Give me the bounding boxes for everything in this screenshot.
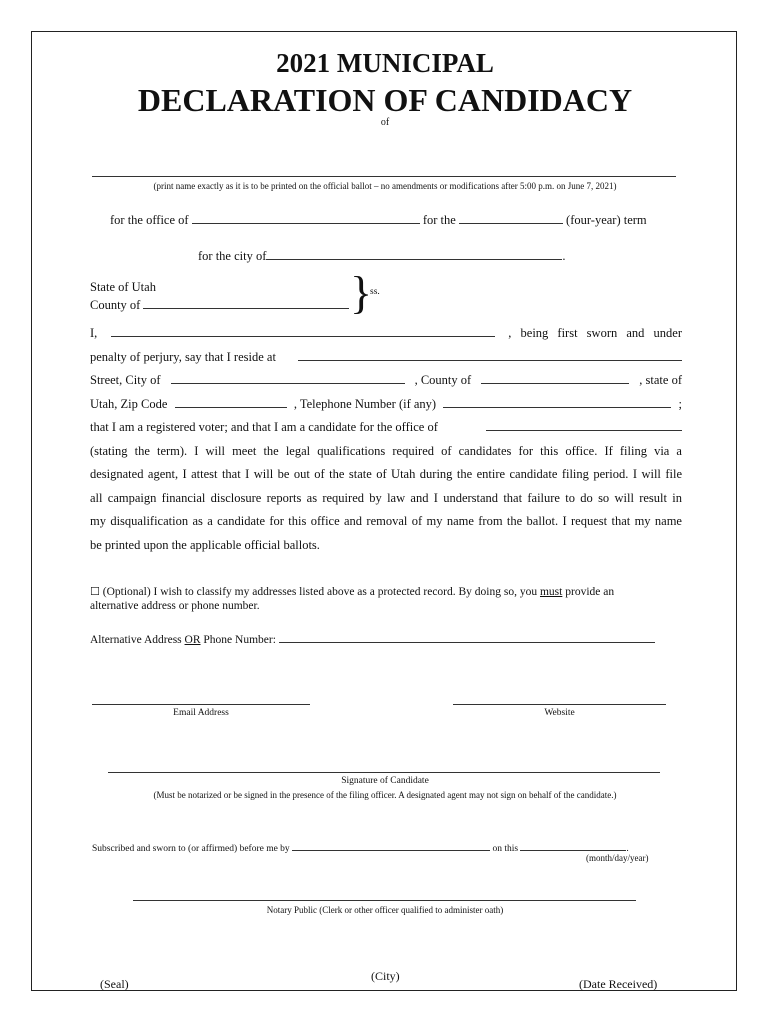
city-footer-label: (City): [371, 969, 400, 983]
for-the-label: for the: [422, 213, 456, 227]
county-field[interactable]: [143, 296, 349, 309]
city-line: [198, 247, 566, 264]
oath-registered: that I am a registered voter; and that I am a candidate for the office of: [90, 420, 438, 434]
city-label: for the city of: [198, 249, 267, 263]
residence-address-field[interactable]: [298, 348, 682, 361]
office-line: [110, 211, 647, 228]
oath-paragraph: [90, 322, 682, 557]
county-label: County of: [90, 298, 141, 312]
oath-line-3: [90, 369, 682, 393]
email-field[interactable]: [92, 704, 310, 705]
optional-line-1: [90, 585, 614, 598]
residence-county-field[interactable]: [481, 371, 629, 384]
county-line: [90, 296, 349, 313]
website-label: Website: [544, 708, 575, 718]
seal-label: (Seal): [100, 977, 129, 991]
oath-line-7: designated agent, I attest that I will be out of the state of Utah during the entire candidate filing period. I will file: [90, 467, 682, 481]
ss-label: ss.: [370, 287, 380, 297]
date-received-label: (Date Received): [579, 977, 658, 991]
sworn-on-this: on this: [492, 844, 519, 854]
oath-line-8: all campaign financial disclosure reports as required by law and I understand that failure to do so will result in: [90, 490, 682, 505]
venue-brace: }: [350, 267, 373, 318]
alt-label-a: Alternative Address: [90, 634, 185, 646]
sworn-date-field[interactable]: [520, 840, 626, 851]
of-label: of: [380, 117, 390, 128]
oath-line-5: [90, 416, 682, 440]
term-field[interactable]: [459, 211, 563, 224]
alt-or: OR: [184, 634, 201, 646]
alt-label-b: Phone Number:: [200, 634, 276, 646]
alternative-contact-line: [90, 630, 655, 646]
candidate-signature-field[interactable]: [108, 772, 660, 773]
telephone-field[interactable]: [443, 395, 671, 408]
form-title-year: 2021 MUNICIPAL: [276, 48, 494, 78]
oath-state-of: , state of: [639, 373, 682, 387]
declarant-name-field[interactable]: [111, 324, 495, 337]
name-caption: (print name exactly as it is to be printed on the official ballot – no amendments or modifications after 5:00 p.m. on June 7, 2021): [153, 181, 617, 191]
state-label: State of Utah: [90, 280, 156, 294]
oath-line-6: (stating the term). I will meet the legal qualifications required of candidates for this office. If filing via a: [90, 443, 682, 458]
oath-i: I,: [90, 326, 98, 340]
sworn-line: [92, 840, 629, 854]
oath-line-10: be printed upon the applicable official ballots.: [90, 537, 320, 552]
oath-line-2: [90, 346, 682, 370]
signature-label: Signature of Candidate: [341, 776, 429, 786]
candidate-name-field[interactable]: [92, 176, 676, 177]
oath-line-4: [90, 393, 682, 417]
notary-signature-field[interactable]: [133, 900, 636, 901]
oath-penalty: penalty of perjury, say that I reside at: [90, 349, 276, 364]
oath-telephone: , Telephone Number (if any): [293, 396, 437, 411]
protected-record-checkbox[interactable]: ☐: [90, 585, 100, 598]
email-label: Email Address: [173, 708, 229, 718]
optional-line-2: alternative address or phone number.: [90, 600, 260, 612]
website-field[interactable]: [453, 704, 666, 705]
city-period: .: [562, 249, 566, 263]
residence-city-field[interactable]: [171, 371, 405, 384]
oath-county: , County of: [414, 373, 472, 387]
date-caption: (month/day/year): [586, 853, 649, 863]
optional-text-b: provide an: [562, 586, 615, 598]
oath-line-9: my disqualification as a candidate for this office and removal of my name from the ballot. I request that my name: [90, 514, 682, 528]
notary-label: Notary Public (Clerk or other officer qualified to administer oath): [266, 905, 504, 915]
oath-utah-zip: Utah, Zip Code: [90, 396, 168, 411]
oath-semicolon: ;: [678, 396, 682, 411]
zip-code-field[interactable]: [175, 395, 287, 408]
oath-being-sworn: , being first sworn and under: [508, 326, 682, 340]
sworn-text: Subscribed and sworn to (or affirmed) before me by: [92, 844, 290, 854]
sworn-by-field[interactable]: [292, 840, 490, 851]
sworn-period: .: [626, 844, 629, 854]
optional-must: must: [539, 586, 563, 598]
oath-line-1: [90, 322, 682, 346]
term-label: (four-year) term: [566, 213, 647, 227]
office-field[interactable]: [192, 211, 420, 224]
for-office-label: for the office of: [110, 213, 189, 227]
optional-text-a: (Optional) I wish to classify my addresses listed above as a protected record. By doing so, you: [99, 586, 540, 598]
signature-note: (Must be notarized or be signed in the presence of the filing officer. A designated agent may not sign on behalf of the candidate.): [153, 790, 617, 800]
city-field[interactable]: [266, 247, 562, 260]
alternative-contact-field[interactable]: [279, 630, 655, 643]
oath-street-city: Street, City of: [90, 373, 161, 387]
form-title: DECLARATION OF CANDIDACY: [137, 82, 633, 118]
candidate-office-field[interactable]: [486, 418, 682, 431]
